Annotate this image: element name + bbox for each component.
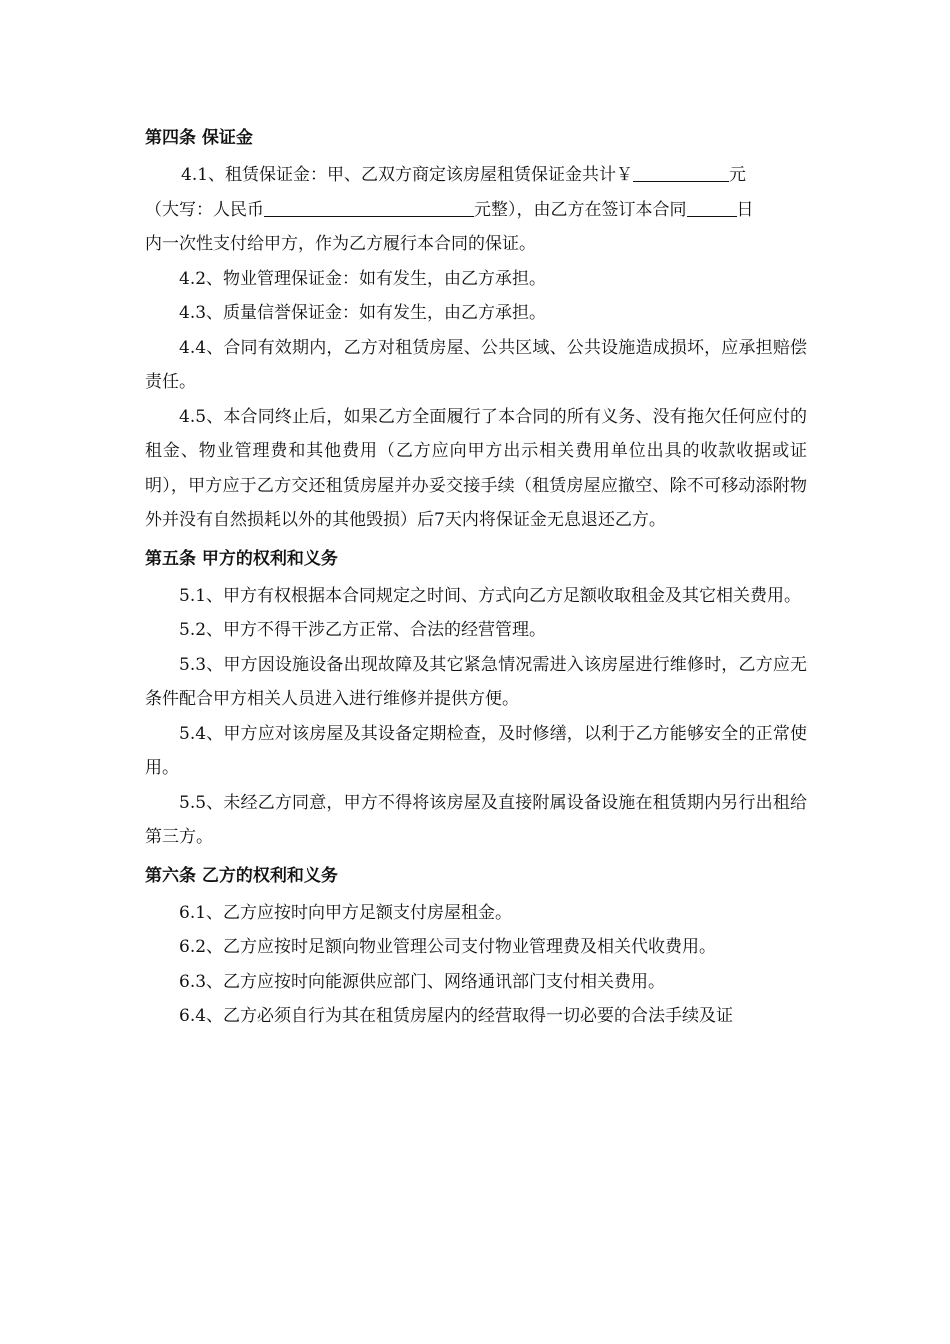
clause-text: 日: [736, 199, 754, 220]
clause-text: （大写：人民币: [145, 199, 264, 220]
clause-label: 4.1、: [181, 165, 226, 185]
blank-amount-words-field[interactable]: [264, 198, 474, 217]
section-heading-4: 第四条 保证金: [145, 128, 253, 148]
clause-5-1: 5.1、甲方有权根据本合同规定之时间、方式向乙方足额收取租金及其它相关费用。: [179, 585, 802, 606]
clause-6-3: 6.3、乙方应按时向能源供应部门、网络通讯部门支付相关费用。: [179, 971, 666, 992]
document-body: [145, 118, 807, 1034]
clause-5-4: 5.4、甲方应对该房屋及其设备定期检查，及时修缮，以利于乙方能够安全的正常使用。: [145, 723, 807, 778]
clause-4-5: 4.5、本合同终止后，如果乙方全面履行了本合同的所有义务、没有拖欠任何应付的租金、物业管理费和其他费用（乙方应向甲方出示相关费用单位出具的收款收据或证明），甲方应于乙方交还租赁房屋并办妥交接手续（租赁房屋应撤空、除不可移动添附物外并没有自然损耗以外的其他毁损）后7天内将保证金无息退还乙方。: [145, 406, 807, 530]
clause-4-3: 4.3、质量信誉保证金：如有发生，由乙方承担。: [179, 303, 547, 323]
clause-4-1: [145, 158, 807, 262]
clause-5-5: 5.5、未经乙方同意，甲方不得将该房屋及直接附属设备设施在租赁期内另行出租给第三方。: [145, 792, 807, 847]
clause-text: 元整），由乙方在签订本合同: [474, 199, 687, 220]
clause-text: 内一次性支付给甲方，作为乙方履行本合同的保证。: [145, 234, 536, 254]
blank-amount-field[interactable]: [633, 163, 729, 182]
clause-text: 租赁保证金：甲、乙双方商定该房屋租赁保证金共计￥: [225, 165, 634, 185]
clause-5-2: 5.2、甲方不得干涉乙方正常、合法的经营管理。: [179, 620, 547, 640]
blank-days-field[interactable]: [687, 198, 737, 217]
clause-4-4: 4.4、合同有效期内，乙方对租赁房屋、公共区域、公共设施造成损坏，应承担赔偿责任。: [145, 337, 807, 392]
clause-6-4: 6.4、乙方必须自行为其在租赁房屋内的经营取得一切必要的合法手续及证: [179, 1006, 734, 1026]
clause-text: 元: [729, 165, 747, 185]
clause-6-2: 6.2、乙方应按时足额向物业管理公司支付物业管理费及相关代收费用。: [179, 937, 717, 957]
section-heading-5: 第五条 甲方的权利和义务: [145, 548, 338, 569]
clause-5-3: 5.3、甲方因设施设备出现故障及其它紧急情况需进入该房屋进行维修时，乙方应无条件配合甲方相关人员进入进行维修并提供方便。: [145, 654, 807, 709]
section-heading-6: 第六条 乙方的权利和义务: [145, 865, 338, 886]
clause-4-2: 4.2、物业管理保证金：如有发生，由乙方承担。: [179, 268, 547, 289]
clause-6-1: 6.1、乙方应按时向甲方足额支付房屋租金。: [179, 902, 513, 923]
